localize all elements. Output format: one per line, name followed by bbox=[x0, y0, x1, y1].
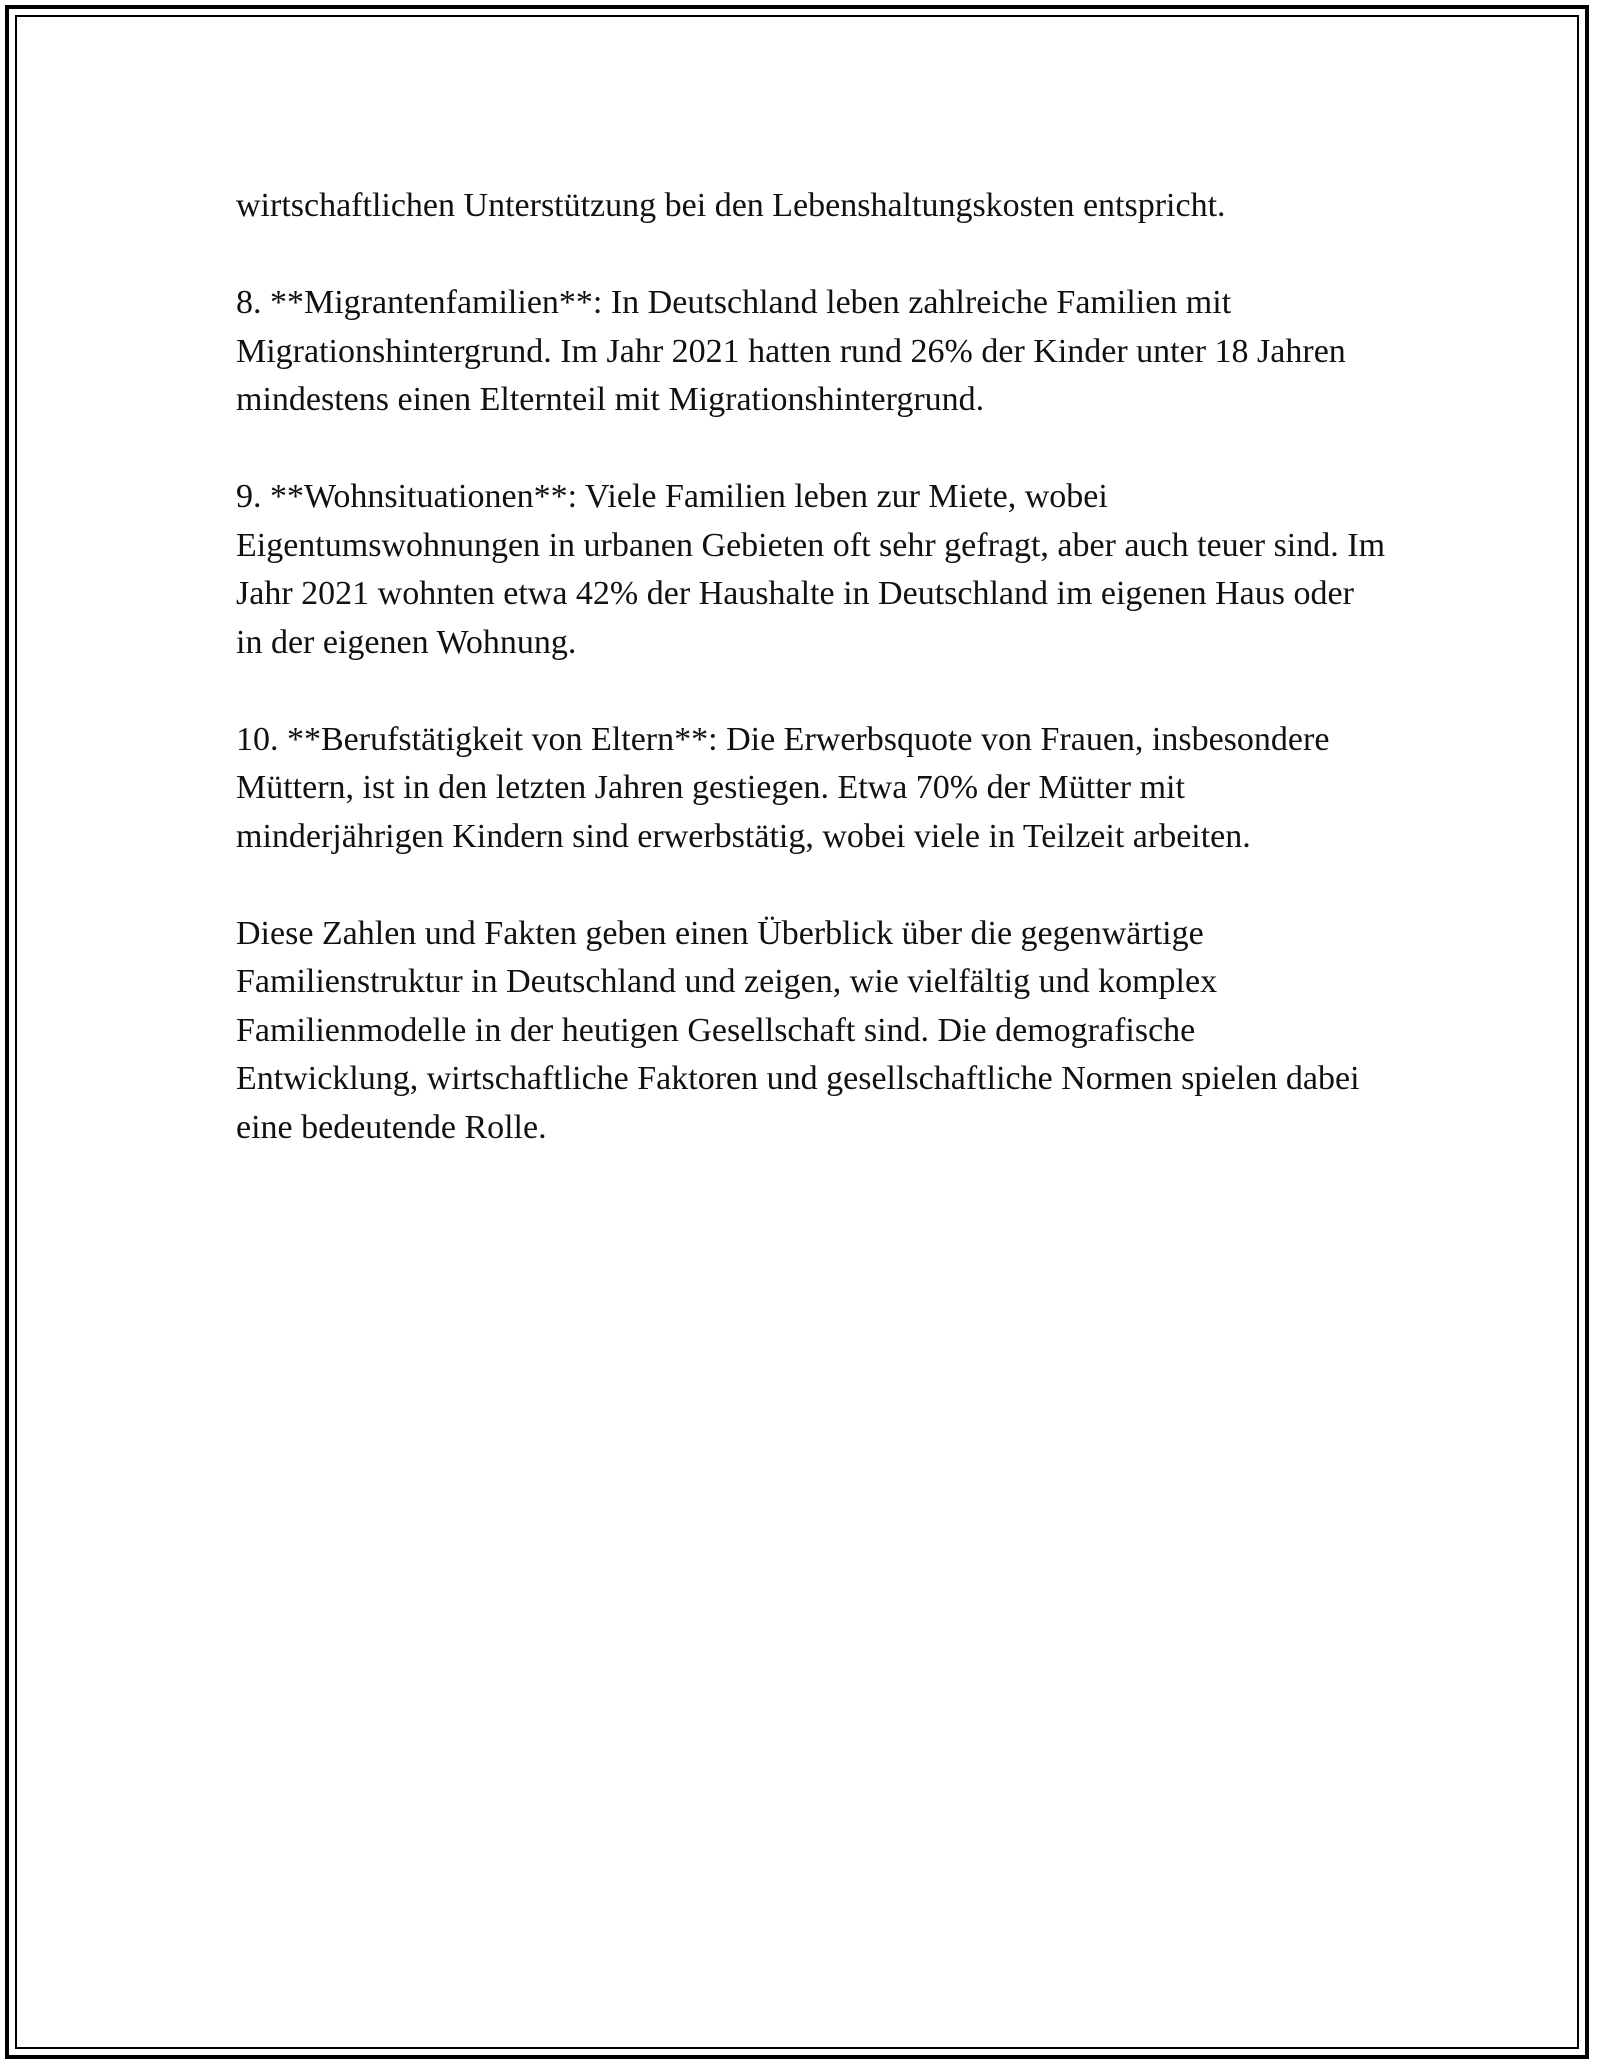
paragraph-item-10-berufstaetigkeit: 10. **Berufstätigkeit von Eltern**: Die Erwerbsquote von Frauen, insbesondere Müttern, ist in den letzten Jahren gestiegen. Etwa 70% der Mütter mit minderjährigen Kindern sind erwerbstätig, wobei viele in Teilzeit arbeiten. bbox=[236, 720, 1330, 855]
paragraph-continuation: wirtschaftlichen Unterstützung bei den Lebenshaltungskosten entspricht. bbox=[236, 187, 1226, 224]
paragraph-item-9-wohnsituationen: 9. **Wohnsituationen**: Viele Familien leben zur Miete, wobei Eigentumswohnungen in urbanen Gebieten oft sehr gefragt, aber auch teuer sind. Im Jahr 2021 wohnten etwa 42% der Haushalte in Deutschland im eigenen Haus oder in der eigenen Wohnung. bbox=[236, 478, 1386, 661]
document-body bbox=[236, 182, 1386, 1201]
paragraph-conclusion: Diese Zahlen und Fakten geben einen Überblick über die gegenwärtige Familienstruktur in Deutschland und zeigen, wie vielfältig und komplex Familienmodelle in der heutigen Gesellschaft sind. Die demografische Entwicklung, wirtschaftliche Faktoren und gesellschaftliche Normen spielen dabei eine bedeutende Rolle. bbox=[236, 914, 1360, 1146]
paragraph-item-8-migrantenfamilien: 8. **Migrantenfamilien**: In Deutschland leben zahlreiche Familien mit Migrationshintergrund. Im Jahr 2021 hatten rund 26% der Kinder unter 18 Jahren mindestens einen Elternteil mit Migrationshintergrund. bbox=[236, 284, 1346, 418]
